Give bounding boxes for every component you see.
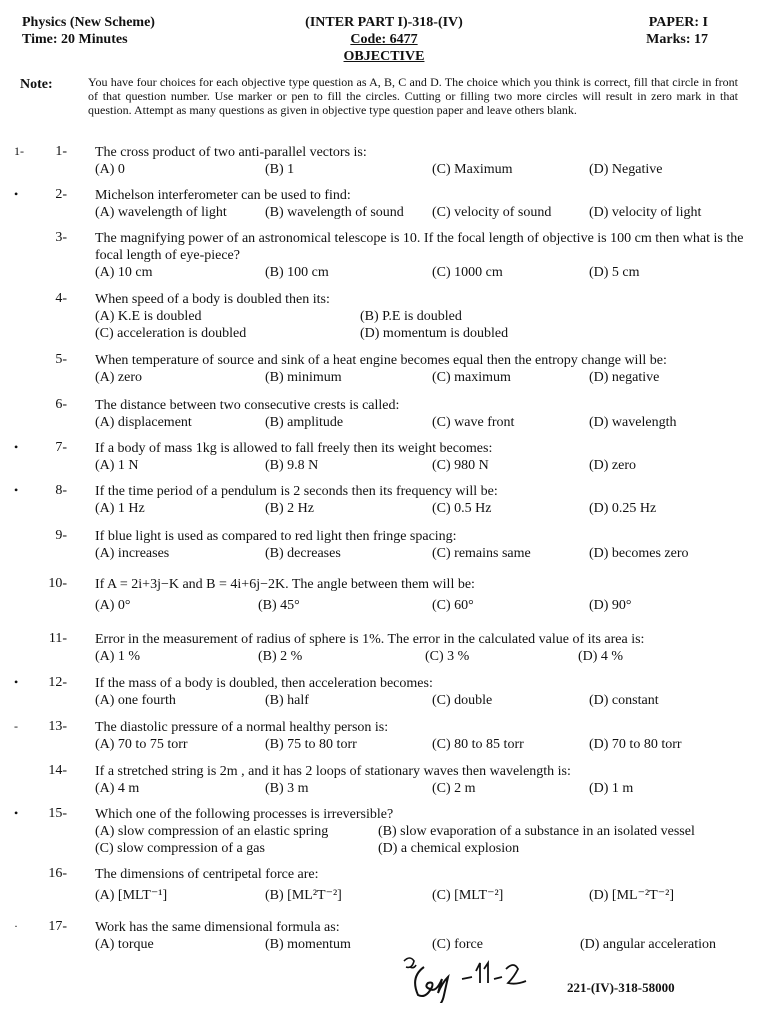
answer-option: (B) 75 to 80 torr <box>265 737 357 752</box>
answer-option: (C) force <box>432 937 483 952</box>
answer-option: (A) slow compression of an elastic spring <box>95 824 329 839</box>
margin-mark: • <box>14 440 19 454</box>
answer-option: (D) 0.25 Hz <box>589 501 657 516</box>
answer-option: (B) slow evaporation of a substance in an isolated vessel <box>378 824 695 839</box>
question-text: Michelson interferometer can be used to find: <box>95 188 351 203</box>
question-text: The dimensions of centripetal force are: <box>95 867 319 882</box>
answer-option: (D) constant <box>589 693 659 708</box>
answer-option: (C) remains same <box>432 546 531 561</box>
answer-option: (B) 3 m <box>265 781 309 796</box>
paper-label: PAPER: I <box>648 15 708 30</box>
answer-option: (D) [ML⁻²T⁻²] <box>589 888 674 903</box>
margin-mark: 1- <box>14 144 24 158</box>
answer-option: (A) 1 N <box>95 458 139 473</box>
answer-option: (A) displacement <box>95 415 192 430</box>
answer-option: (B) decreases <box>265 546 341 561</box>
answer-option: (C) 1000 cm <box>432 265 503 280</box>
margin-mark: • <box>14 806 19 820</box>
question-text: The magnifying power of an astronomical telescope is 10. If the focal length of objective is 100 cm then what is the focal length of eye-piece? <box>95 231 744 263</box>
answer-option: (A) 1 Hz <box>95 501 145 516</box>
note-text: You have four choices for each objective type question as A, B, C and D. The choice which you think is correct, fill that circle in front of that question number. Use marker or pen to fill the circles. Cutting or filling two more circles will result in zero mark in that question. Attempt as many questions as given in objective type question paper and leave others blank. <box>88 75 738 117</box>
answer-option: (D) 1 m <box>589 781 634 796</box>
answer-option: (D) wavelength <box>589 415 677 430</box>
answer-option: (D) angular acceleration <box>580 937 717 952</box>
answer-option: (B) 2 % <box>258 649 303 664</box>
answer-option: (C) [MLT⁻²] <box>432 888 504 903</box>
answer-option: (B) half <box>265 693 309 708</box>
answer-option: (D) velocity of light <box>589 205 702 220</box>
question-number: 12- <box>48 675 67 690</box>
question-text: If a stretched string is 2m , and it has 2 loops of stationary waves then wavelength is: <box>95 764 571 779</box>
answer-option: (B) P.E is doubled <box>360 309 462 324</box>
question-number: 9- <box>55 528 67 543</box>
question-number: 6- <box>55 397 67 412</box>
question-text: Work has the same dimensional formula as: <box>95 920 340 935</box>
code-label: Code: 6477 <box>350 32 418 47</box>
answer-option: (A) 0 <box>95 162 125 177</box>
answer-option: (B) amplitude <box>265 415 344 430</box>
answer-option: (A) 10 cm <box>95 265 153 280</box>
question-text: When temperature of source and sink of a heat engine becomes equal then the entropy change will be: <box>95 353 667 368</box>
answer-option: (A) 1 % <box>95 649 141 664</box>
answer-option: (A) 70 to 75 torr <box>95 737 188 752</box>
margin-mark: · <box>14 919 18 933</box>
answer-option: (D) zero <box>589 458 637 473</box>
answer-option: (C) 2 m <box>432 781 476 796</box>
question-number: 14- <box>48 763 67 778</box>
footer-code: 221-(IV)-318-58000 <box>567 980 675 995</box>
question-text: The distance between two consecutive crests is called: <box>95 398 400 413</box>
question-number: 1- <box>55 144 67 159</box>
question-number: 10- <box>48 576 67 591</box>
question-text: The diastolic pressure of a normal healthy person is: <box>95 720 389 735</box>
answer-option: (C) slow compression of a gas <box>95 841 265 856</box>
answer-option: (B) momentum <box>265 937 351 952</box>
answer-option: (C) 980 N <box>432 458 489 473</box>
section-title: OBJECTIVE <box>343 49 425 64</box>
question-text: If a body of mass 1kg is allowed to fall freely then its weight becomes: <box>95 441 493 456</box>
answer-option: (B) minimum <box>265 370 342 385</box>
answer-option: (D) becomes zero <box>589 546 689 561</box>
answer-option: (A) K.E is doubled <box>95 309 202 324</box>
answer-option: (A) zero <box>95 370 143 385</box>
question-number: 5- <box>55 352 67 367</box>
answer-option: (D) negative <box>589 370 660 385</box>
answer-option: (A) increases <box>95 546 170 561</box>
question-text: Error in the measurement of radius of sphere is 1%. The error in the calculated value of its area is: <box>95 632 645 647</box>
answer-option: (C) maximum <box>432 370 511 385</box>
answer-option: (B) [ML²T⁻²] <box>265 888 342 903</box>
answer-option: (C) wave front <box>432 415 515 430</box>
answer-option: (B) 1 <box>265 162 295 177</box>
answer-option: (C) acceleration is doubled <box>95 326 247 341</box>
question-number: 8- <box>55 483 67 498</box>
answer-option: (B) wavelength of sound <box>265 205 404 220</box>
question-number: 15- <box>48 806 67 821</box>
answer-option: (C) 60° <box>432 598 474 613</box>
answer-option: (A) 0° <box>95 598 131 613</box>
question-text: If the mass of a body is doubled, then acceleration becomes: <box>95 676 433 691</box>
answer-option: (B) 100 cm <box>265 265 329 280</box>
question-number: 2- <box>55 187 67 202</box>
answer-option: (D) Negative <box>589 162 663 177</box>
answer-option: (D) 70 to 80 torr <box>589 737 682 752</box>
question-text: Which one of the following processes is irreversible? <box>95 807 394 822</box>
question-text: If A = 2i+3j−K and B = 4i+6j−2K. The angle between them will be: <box>95 577 475 592</box>
question-text: If the time period of a pendulum is 2 seconds then its frequency will be: <box>95 484 498 499</box>
question-text: When speed of a body is doubled then its: <box>95 292 330 307</box>
marks-label: Marks: 17 <box>646 32 708 47</box>
question-number: 17- <box>48 919 67 934</box>
question-text: The cross product of two anti-parallel vectors is: <box>95 145 367 160</box>
answer-option: (B) 45° <box>258 598 300 613</box>
question-number: 3- <box>55 230 67 245</box>
answer-option: (D) a chemical explosion <box>378 841 520 856</box>
answer-option: (C) Maximum <box>432 162 513 177</box>
note-label: Note: <box>20 77 53 92</box>
question-number: 4- <box>55 291 67 306</box>
answer-option: (A) one fourth <box>95 693 176 708</box>
answer-option: (A) torque <box>95 937 154 952</box>
margin-mark: • <box>14 187 19 201</box>
answer-option: (B) 9.8 N <box>265 458 319 473</box>
answer-option: (C) 3 % <box>425 649 470 664</box>
margin-mark: - <box>14 719 18 733</box>
question-number: 7- <box>55 440 67 455</box>
margin-mark: • <box>14 675 19 689</box>
header-right <box>646 14 708 48</box>
margin-mark: • <box>14 483 19 497</box>
answer-option: (C) 80 to 85 torr <box>432 737 524 752</box>
answer-option: (B) 2 Hz <box>265 501 314 516</box>
answer-option: (A) [MLT⁻¹] <box>95 888 168 903</box>
answer-option: (A) wavelength of light <box>95 205 227 220</box>
handwritten-signature <box>402 953 542 1003</box>
exam-title: (INTER PART I)-318-(IV) <box>305 15 463 30</box>
answer-option: (C) double <box>432 693 493 708</box>
question-text: If blue light is used as compared to red light then fringe spacing: <box>95 529 457 544</box>
answer-option: (D) 90° <box>589 598 632 613</box>
answer-option: (D) 5 cm <box>589 265 640 280</box>
answer-option: (C) velocity of sound <box>432 205 552 220</box>
answer-option: (A) 4 m <box>95 781 140 796</box>
answer-option: (D) 4 % <box>578 649 624 664</box>
question-number: 11- <box>48 631 67 646</box>
subject-label: Physics (New Scheme) <box>22 15 155 30</box>
answer-option: (C) 0.5 Hz <box>432 501 492 516</box>
time-label: Time: 20 Minutes <box>22 32 128 47</box>
question-number: 16- <box>48 866 67 881</box>
answer-option: (D) momentum is doubled <box>360 326 509 341</box>
question-number: 13- <box>48 719 67 734</box>
